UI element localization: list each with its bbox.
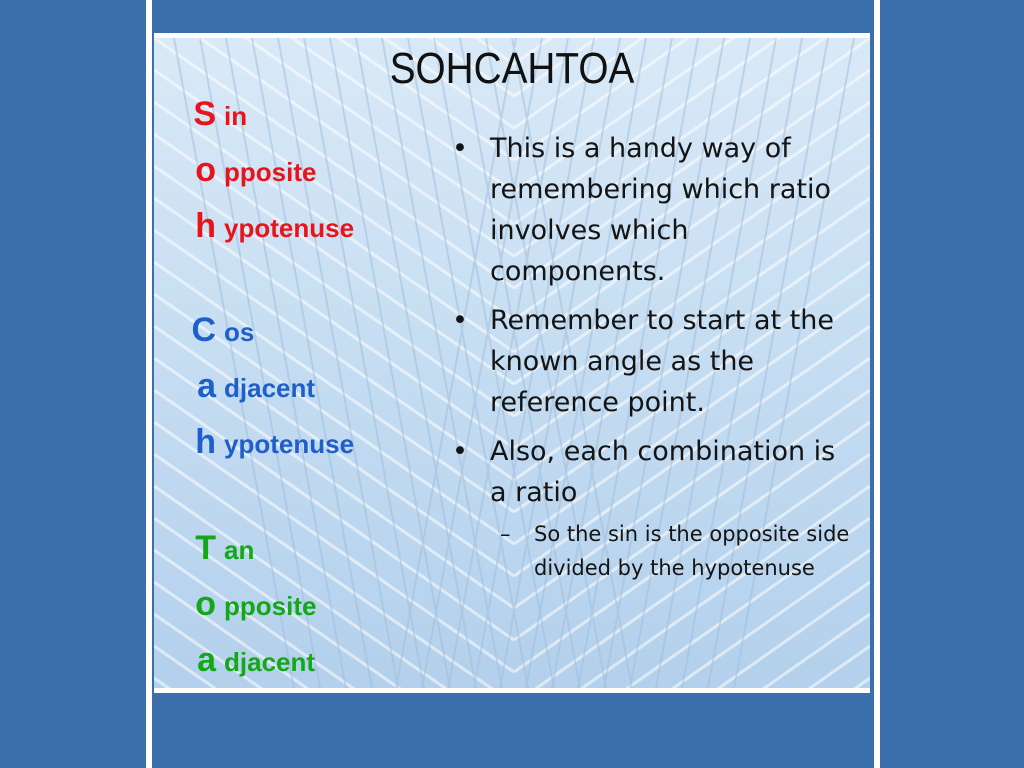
mnemonic-cos-row-2: [172, 367, 315, 406]
mnemonic-letter: T: [195, 529, 216, 567]
mnemonic-letter: o: [195, 585, 216, 623]
mnemonic-letter: a: [197, 641, 216, 679]
sub-bullet-glyph: –: [500, 522, 511, 546]
frame-top-band: [154, 0, 870, 33]
mnemonic-cos-row-3: [172, 423, 354, 462]
bullet-text: This is a handy way of remembering which ratio involves which components.: [490, 133, 832, 287]
mnemonic-letter: S: [193, 95, 216, 133]
mnemonic-tan-row-3: [172, 641, 315, 680]
bullet-item: [448, 300, 858, 423]
mnemonic-letter: C: [191, 311, 216, 349]
mnemonic-word-rest: ypotenuse: [224, 213, 355, 243]
mnemonic-word-rest: in: [224, 101, 248, 131]
bullet-item: [448, 431, 858, 513]
mnemonic-tan-row-2: [172, 585, 316, 624]
sub-bullet-text: So the sin is the opposite side divided by the hypotenuse: [534, 522, 850, 580]
frame-right-band: [880, 0, 1024, 768]
mnemonic-cos-row-1: [172, 311, 254, 350]
bullet-item: [448, 128, 858, 292]
mnemonic-sin-row-2: [172, 151, 316, 190]
mnemonic-letter: a: [197, 367, 216, 405]
mnemonic-sin-row-1: [172, 95, 247, 134]
mnemonic-word-rest: an: [224, 535, 255, 565]
bullet-glyph: •: [452, 436, 468, 467]
mnemonic-letter: o: [195, 151, 216, 189]
mnemonic-word-rest: pposite: [224, 591, 317, 621]
bullet-glyph: •: [452, 133, 468, 164]
mnemonic-word-rest: djacent: [224, 647, 316, 677]
mnemonic-word-rest: ypotenuse: [224, 429, 355, 459]
bullet-text: Remember to start at the known angle as the reference point.: [490, 305, 834, 418]
frame-left-band: [0, 0, 146, 768]
bullet-text: Also, each combination is a ratio: [490, 436, 836, 508]
mnemonic-letter: h: [195, 423, 216, 461]
mnemonic-tan-row-1: [172, 529, 254, 568]
sub-bullet-item: [448, 517, 858, 585]
slide-title: SOHCAHTOA: [389, 44, 635, 93]
bullet-list: [448, 128, 858, 585]
frame-bottom-band: [154, 693, 870, 768]
mnemonic-sin-row-3: [172, 207, 354, 246]
mnemonic-letter: h: [195, 207, 216, 245]
mnemonic-word-rest: pposite: [224, 157, 317, 187]
mnemonic-word-rest: os: [224, 317, 255, 347]
frame-left-line: [146, 0, 152, 768]
bullet-glyph: •: [452, 305, 468, 336]
mnemonic-word-rest: djacent: [224, 373, 316, 403]
